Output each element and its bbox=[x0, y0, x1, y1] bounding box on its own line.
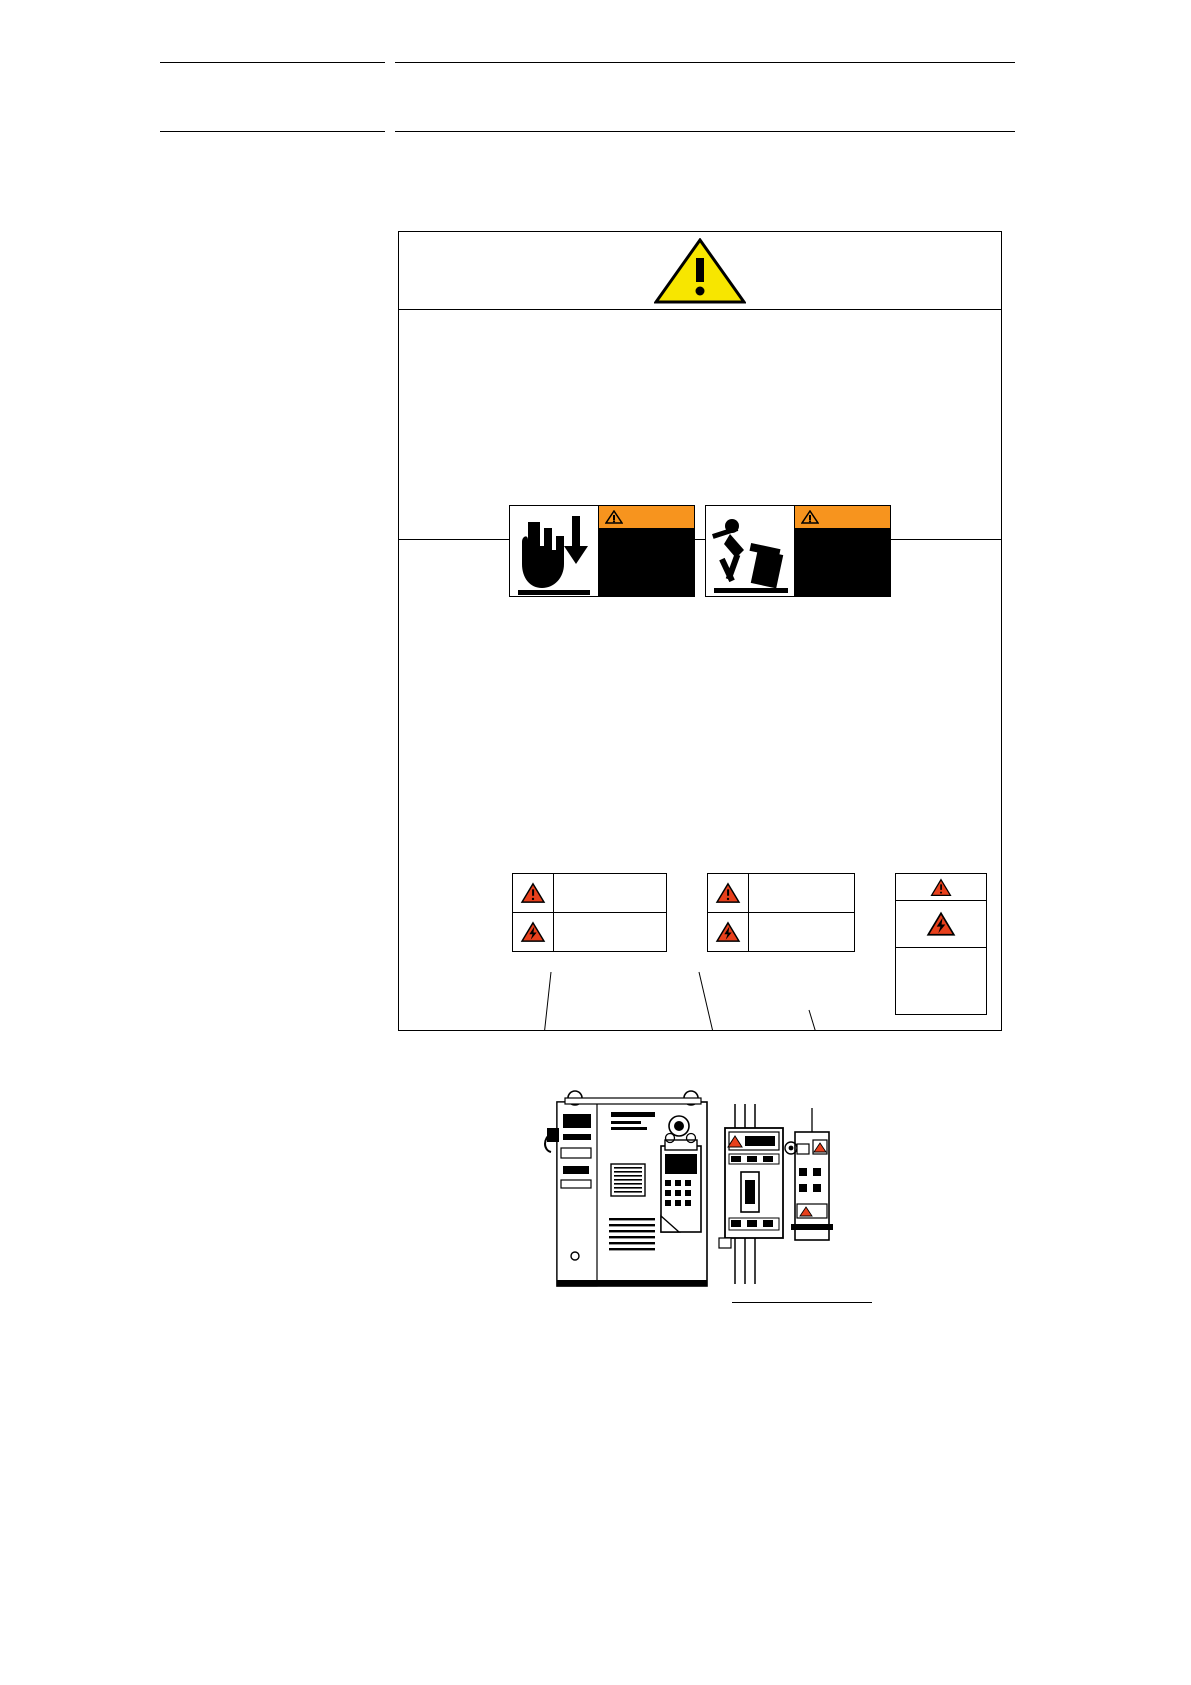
decal-row bbox=[708, 913, 854, 951]
hazard-band bbox=[599, 506, 694, 529]
pinch-section-text bbox=[399, 310, 1001, 320]
decal-text bbox=[554, 874, 666, 912]
machine-cabinet-illustration bbox=[539, 1088, 869, 1303]
section-electrical-hazards bbox=[399, 540, 1001, 1030]
electrical-decal-1 bbox=[512, 873, 667, 952]
header-rule-right-top bbox=[395, 62, 1015, 63]
decal-row bbox=[896, 948, 986, 1014]
header-rule-left-bottom bbox=[160, 131, 385, 132]
decal-row bbox=[513, 874, 666, 913]
header-rule-right-bottom bbox=[395, 131, 1015, 132]
warning-triangle-icon bbox=[605, 510, 623, 524]
decal-row bbox=[708, 874, 854, 913]
decal-text bbox=[554, 913, 666, 951]
section-pinch-hazards bbox=[399, 310, 1001, 540]
hazard-band bbox=[795, 506, 890, 529]
electric-shock-icon bbox=[708, 913, 749, 951]
decal-row bbox=[513, 913, 666, 951]
electrical-section-text bbox=[399, 540, 1001, 550]
electrical-decal-3 bbox=[895, 873, 987, 1015]
header-rule-left-top bbox=[160, 62, 385, 63]
figure-rule bbox=[732, 1302, 872, 1303]
decal-text bbox=[896, 948, 986, 1014]
warning-triangle-icon bbox=[654, 238, 746, 304]
warning-banner bbox=[399, 232, 1001, 310]
decal-row bbox=[896, 901, 986, 948]
decal-text bbox=[749, 874, 854, 912]
electrical-decal-2 bbox=[707, 873, 855, 952]
decal-text bbox=[749, 913, 854, 951]
decal-row bbox=[896, 874, 986, 901]
warning-triangle-icon bbox=[708, 874, 749, 912]
warning-triangle-icon bbox=[896, 874, 986, 900]
warning-triangle-icon bbox=[513, 874, 554, 912]
electrical-decal-group bbox=[512, 873, 987, 1015]
safety-information-box bbox=[398, 231, 1002, 1031]
electric-shock-icon bbox=[896, 901, 986, 947]
warning-triangle-icon bbox=[801, 510, 819, 524]
electric-shock-icon bbox=[513, 913, 554, 951]
